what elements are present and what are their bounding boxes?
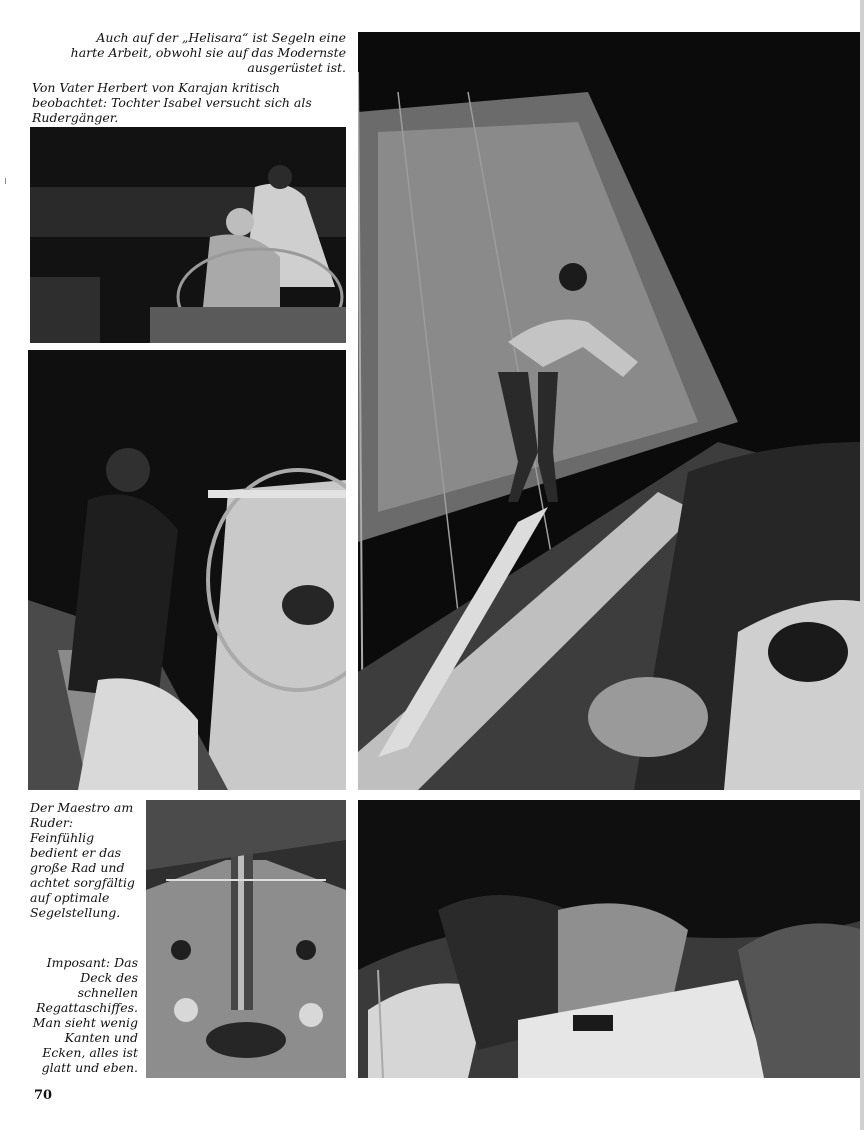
scan-edge-mark [860,0,864,1130]
caption-helisara [62,30,346,75]
page-number: 70 [34,1088,53,1103]
photo-deck [146,800,346,1078]
caption-isabel-text: Von Vater Herbert von Karajan kritisch beobachtet: Tochter Isabel versucht sich als Rudergänger. [32,80,312,125]
caption-maestro [30,800,138,920]
photo-sails-on-deck [358,800,864,1078]
photo-crew-on-deck [358,32,864,790]
photo-isabel-at-helm [30,127,346,343]
caption-maestro-text: Der Maestro am Ruder: Feinfühlig bedient er das große Rad und achtet sorgfältig auf optimale Segelstellung. [30,800,135,920]
photo-maestro-at-wheel [28,350,346,790]
caption-deck-text: Imposant: Das Deck des schnellen Regattaschiffes. Man sieht wenig Kanten und Ecken, alles ist glatt und eben. [32,955,138,1075]
caption-deck [30,955,138,1075]
caption-isabel [32,80,332,125]
caption-helisara-text: Auch auf der „Helisara“ ist Segeln eine harte Arbeit, obwohl sie auf das Modernste ausgerüstet ist. [70,30,346,75]
scan-edge-mark [5,178,6,184]
